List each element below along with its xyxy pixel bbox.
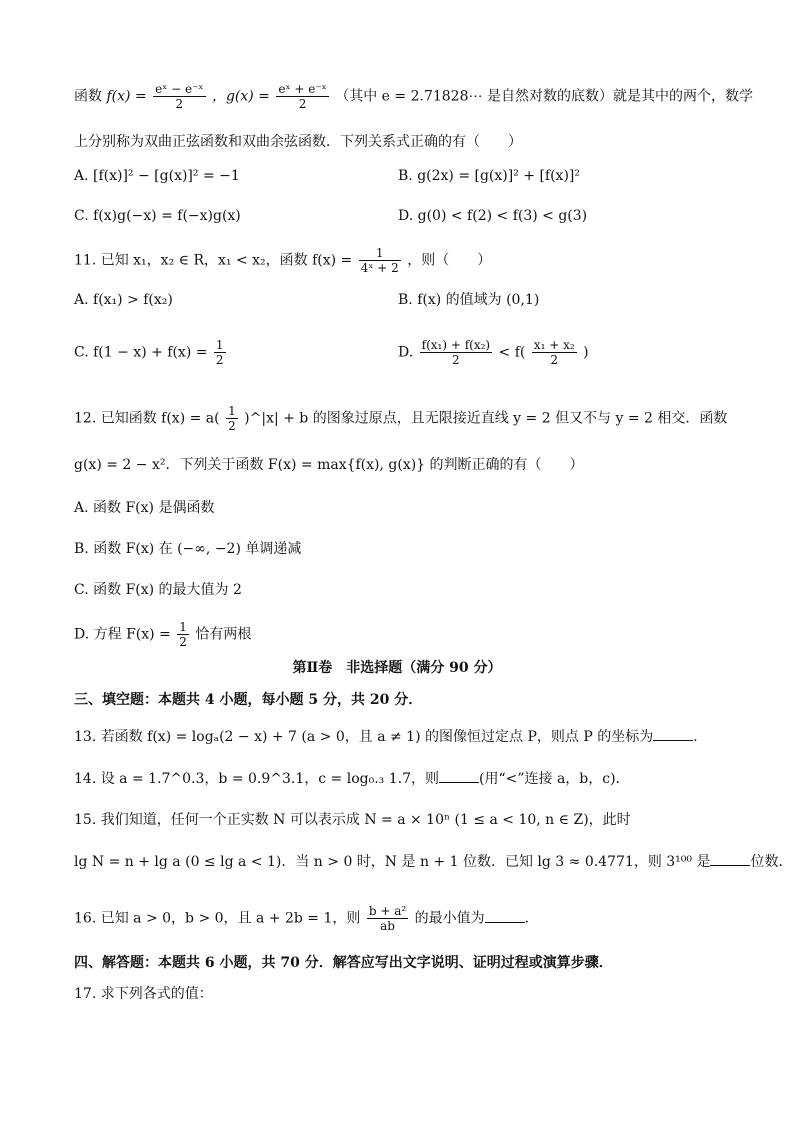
q10-option-c: C. f(x)g(−x) = f(−x)g(x) bbox=[74, 208, 241, 224]
text: D. bbox=[398, 344, 414, 361]
answer-blank bbox=[485, 910, 525, 923]
q15-line-1: 15. 我们知道，任何一个正实数 N 可以表示成 N = a × 10ⁿ (1 ≤ a < 10, n ∈ Z)，此时 bbox=[74, 812, 631, 828]
answer-blank bbox=[439, 770, 479, 783]
answer-blank bbox=[710, 853, 750, 866]
q10-option-b: B. g(2x) = [g(x)]² + [f(x)]² bbox=[398, 168, 580, 184]
q13 bbox=[74, 727, 734, 747]
q12-option-c: C. 函数 F(x) 的最大值为 2 bbox=[74, 582, 242, 598]
text: 位数． bbox=[750, 854, 793, 870]
fraction bbox=[214, 338, 226, 367]
numerator: x₁ + x₂ bbox=[533, 338, 575, 352]
q17: 17. 求下列各式的值： bbox=[74, 986, 213, 1002]
intro-line-2: 上分别称为双曲正弦函数和双曲余弦函数．下列关系式正确的有（ ） bbox=[74, 134, 522, 150]
text: 恰有两根 bbox=[195, 626, 252, 643]
denominator: 2 bbox=[215, 353, 224, 367]
text: D. 方程 F(x) = bbox=[74, 626, 171, 643]
denominator: 2 bbox=[298, 97, 307, 111]
text: 的最小值为 bbox=[414, 910, 485, 927]
q11-stem bbox=[74, 246, 734, 275]
text: ． bbox=[524, 910, 539, 927]
q15-line-2 bbox=[74, 852, 793, 872]
q12-option-a: A. 函数 F(x) 是偶函数 bbox=[74, 500, 215, 516]
fraction bbox=[367, 904, 408, 933]
denominator: 2 bbox=[228, 419, 236, 433]
text: 11. 已知 x₁，x₂ ∈ R，x₁ < x₂，函数 f(x) = bbox=[74, 252, 353, 269]
text: (用“<”连接 a，b，c)． bbox=[478, 771, 630, 787]
q11-option-b: B. f(x) 的值域为 (0,1) bbox=[398, 292, 540, 308]
fraction-f bbox=[153, 82, 205, 111]
formula-f: f(x) = bbox=[106, 88, 147, 105]
numerator: b + a² bbox=[368, 904, 407, 918]
text: 12. 已知函数 f(x) = a( bbox=[74, 410, 220, 427]
q14 bbox=[74, 769, 734, 789]
fraction bbox=[532, 338, 577, 367]
fraction bbox=[226, 404, 238, 433]
denominator: 4ˣ + 2 bbox=[360, 261, 399, 275]
answer-blank bbox=[653, 728, 693, 741]
denominator: 2 bbox=[179, 635, 187, 649]
q10-option-d: D. g(0) < f(2) < f(3) < g(3) bbox=[398, 208, 588, 224]
denominator: 2 bbox=[452, 353, 460, 367]
numerator: eˣ − e⁻ˣ bbox=[155, 82, 204, 96]
text: ． bbox=[693, 729, 708, 745]
text: < f( bbox=[498, 344, 526, 361]
denominator: 2 bbox=[175, 97, 184, 111]
denominator: 2 bbox=[550, 353, 559, 367]
text: 14. 设 a = 1.7^0.3，b = 0.9^3.1，c = log₀.₃ 1.7，则 bbox=[74, 771, 439, 787]
text: 函数 bbox=[74, 88, 102, 105]
text: ，则（ ） bbox=[407, 252, 492, 269]
text: 13. 若函数 f(x) = logₐ(2 − x) + 7 (a > 0，且 a ≠ 1) 的图像恒过定点 P，则点 P 的坐标为 bbox=[74, 729, 654, 745]
text: （其中 e = 2.71828⋯ 是自然对数的底数）就是其中的两个，数学 bbox=[335, 88, 753, 105]
q12-stem-line-2: g(x) = 2 − x²．下列关于函数 F(x) = max{f(x), g(x)} 的判断正确的有（ ） bbox=[74, 457, 584, 473]
q16 bbox=[74, 904, 734, 933]
formula-g: ，g(x) = bbox=[211, 88, 270, 105]
section-3-heading: 三、填空题：本题共 4 小题，每小题 5 分，共 20 分． bbox=[74, 692, 423, 708]
text: 16. 已知 a > 0，b > 0，且 a + 2b = 1，则 bbox=[74, 910, 361, 927]
section-4-heading: 四、解答题：本题共 6 小题，共 70 分．解答应写出文字说明、证明过程或演算步骤． bbox=[74, 955, 613, 971]
numerator: eˣ + e⁻ˣ bbox=[278, 82, 327, 96]
q12-stem bbox=[74, 404, 734, 433]
numerator: 1 bbox=[179, 620, 187, 634]
text: lg N = n + lg a (0 ≤ lg a < 1)．当 n > 0 时，N 是 n + 1 位数．已知 lg 3 ≈ 0.4771，则 3¹⁰⁰ 是 bbox=[74, 854, 711, 870]
fraction bbox=[359, 246, 401, 275]
numerator: 1 bbox=[215, 338, 224, 352]
text: ) bbox=[583, 344, 589, 361]
denominator: ab bbox=[380, 919, 395, 933]
q10-option-a: A. [f(x)]² − [g(x)]² = −1 bbox=[74, 168, 240, 184]
q12-option-b: B. 函数 F(x) 在 (−∞, −2) 单调递减 bbox=[74, 541, 302, 557]
q12-option-d bbox=[74, 620, 734, 649]
numerator: 1 bbox=[359, 246, 401, 261]
numerator: 1 bbox=[228, 404, 236, 418]
fraction-g bbox=[276, 82, 328, 111]
text: C. f(1 − x) + f(x) = bbox=[74, 344, 208, 361]
q11-option-a: A. f(x₁) > f(x₂) bbox=[74, 292, 173, 308]
text: )^|x| + b 的图象过原点，且无限接近直线 y = 2 但又不与 y = 2 相交．函数 bbox=[244, 410, 728, 427]
part-2-heading: 第Ⅱ卷 非选择题（满分 90 分） bbox=[292, 660, 502, 676]
fraction bbox=[177, 620, 189, 649]
q11-option-d bbox=[398, 338, 589, 367]
numerator: f(x₁) + f(x₂) bbox=[421, 338, 491, 352]
fraction bbox=[420, 338, 492, 367]
intro-line-1 bbox=[74, 82, 753, 111]
